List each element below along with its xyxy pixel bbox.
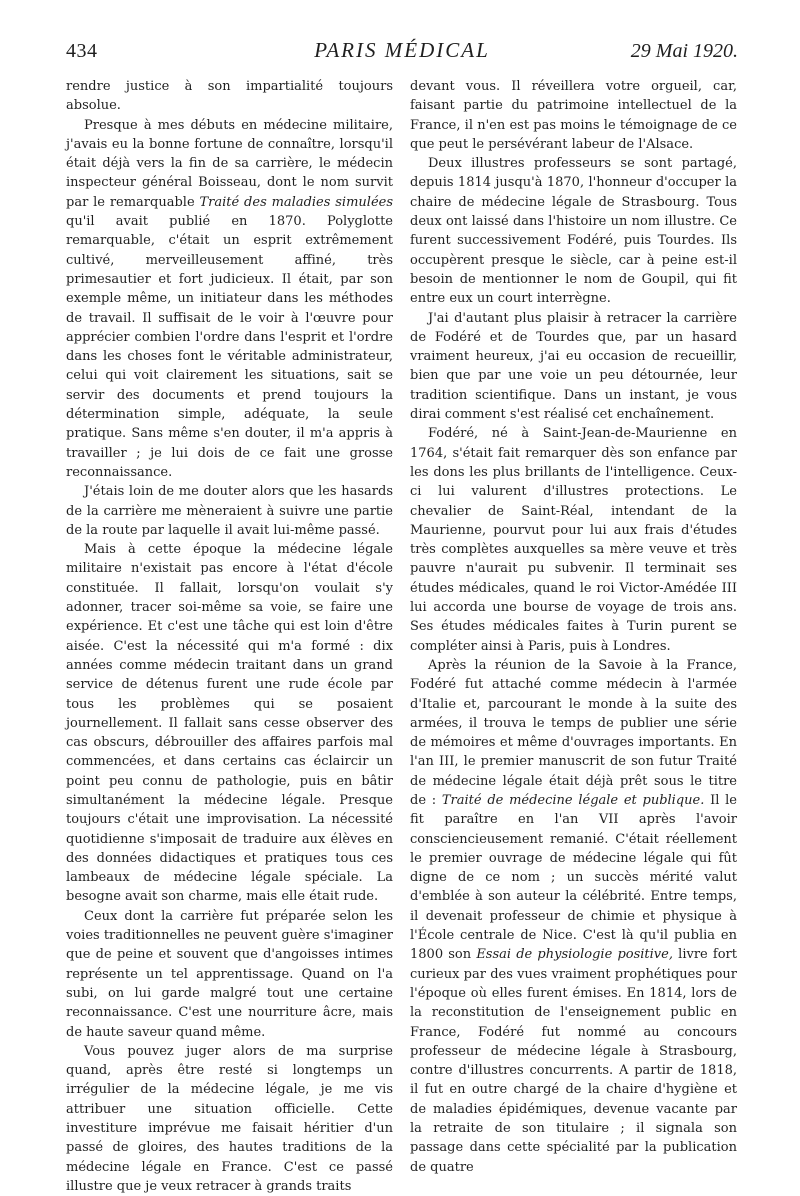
page-number: 434: [66, 40, 98, 62]
paragraph: rendre justice à son impartialité toujours absolue.: [66, 79, 393, 114]
paragraph: devant vous. Il réveillera votre orgueil, car, faisant partie du patrimoine intellectuel de la France, il n'en est pas moins le témoignage de ce que peut le persévérant labeur de l'Alsace.: [410, 79, 737, 152]
book-title: Essai de physiologie positive,: [476, 947, 673, 963]
paragraph: Ceux dont la carrière fut préparée selon les voies traditionnelles ne peuvent guère s'imaginer que de peine et souvent que d'angoisses intimes représente un tel apprentissage. Quand on l'a subi, on lui garde malgré tout une certaine reconnaissance. C'est une nourriture âcre, mais de haute saveur quand même.: [66, 908, 393, 1040]
paragraph: [410, 656, 737, 1177]
journal-title: PARIS MÉDICAL: [314, 38, 490, 62]
text-run: Après la réunion de la Savoie à la France, Fodéré fut attaché comme médecin à l'armée d'Italie et, parcourant le monde à la suite des armées, il trouva le temps de publier une série de mémoires et même d'ouvrages importants. En l'an III, le premier manuscrit de son futur Traité de médecine légale était déjà prêt sous le titre de :: [410, 657, 737, 808]
text-run: Il le fit paraître en l'an VII après l'avoir consciencieusement remanié. C'était réellement le premier ouvrage de médecine légale qui fût digne de ce nom ; un succès mérité valut d'emblée à son auteur la célébrité. Entre temps, il devenait professeur de chimie et physique à l'École centrale de Nice. C'est là qu'il publia en 1800 son: [410, 792, 737, 963]
text-run: qu'il avait publié en 1870. Polyglotte remarquable, c'était un esprit extrêmement cultivé, merveilleusement affiné, très primesautier et fort judicieux. Il était, par son exemple même, un initiateur dans les méthodes de travail. Il suffisait de le voir à l'œuvre pour apprécier combien l'ordre dans l'esprit et l'ordre dans les choses font le véritable administrateur, celui qui voit clairement les situations, sait se servir des documents et prend toujours la détermination simple, adéquate, la seule pratique. Sans même s'en douter, il m'a appris à travailler ; je lui dois de ce fait une grosse reconnaissance.: [66, 214, 393, 480]
left-column: [66, 77, 393, 1196]
text-run: Presque à mes débuts en médecine militaire, j'avais eu la bonne fortune de connaître, lorsqu'il était déjà vers la fin de sa carrière, le médecin inspecteur général Boisseau, dont le nom survit par le remarquable: [66, 117, 393, 210]
paragraph: Deux illustres professeurs se sont partagé, depuis 1814 jusqu'à 1870, l'honneur d'occuper la chaire de médecine légale de Strasbourg. Tous deux ont laissé dans l'histoire un nom illustre. Ce furent successivement Fodéré, puis Tourdes. Ils occupèrent presque le siècle, car à peine est-il besoin de mentionner le nom de Goupil, qui fit entre eux un court interrègne.: [410, 156, 737, 307]
page-header: [66, 38, 738, 66]
paragraph: Vous pouvez juger alors de ma surprise quand, après être resté si longtemps un irrégulier de la médecine légale, je me vis attribuer une situation officielle. Cette investiture imprévue me faisait héritier d'un passé de gloires, des hautes traditions de la médecine légale en France. C'est ce passé illustre que je veux retracer à grands traits: [66, 1043, 393, 1194]
right-column: [410, 77, 737, 1177]
paragraph: J'étais loin de me douter alors que les hasards de la carrière me mèneraient à suivre une partie de la route par laquelle il avait lui-même passé.: [66, 484, 393, 538]
paragraph: J'ai d'autant plus plaisir à retracer la carrière de Fodéré et de Tourdes que, par un hasard vraiment heureux, j'ai eu occasion de recueillir, bien que par une voie un peu détournée, leur tradition scientifique. Dans un instant, je vous dirai comment s'est réalisé cet enchaînement.: [410, 310, 737, 423]
book-title: Traité des maladies simulées: [199, 194, 394, 210]
paragraph: [66, 116, 393, 483]
text-run: livre fort curieux par des vues vraiment prophétiques pour l'époque où elles furent émises. En 1814, lors de la reconstitution de l'enseignement public en France, Fodéré fut nommé au concours professeur de médecine légale à Strasbourg, contre d'illustres concurrents. A partir de 1818, il fut en outre chargé de la chaire d'hygiène et de maladies épidémiques, devenue vacante par la retraite de son titulaire ; il signala son passage dans cette spécialité par la publication de quatre: [410, 947, 737, 1175]
paragraph: Fodéré, né à Saint-Jean-de-Maurienne en 1764, s'était fait remarquer dès son enfance par les dons les plus brillants de l'intelligence. Ceux-ci lui valurent d'illustres protections. Le chevalier de Saint-Réal, intendant de la Maurienne, pourvut pour lui aux frais d'études très complètes auxquelles sa mère veuve et très pauvre n'aurait pu subvenir. Il terminait ses études médicales, quand le roi Victor-Amédée III lui accorda une bourse de voyage de trois ans. Ses études médicales faites à Turin purent se compléter ainsi à Paris, puis à Londres.: [410, 426, 737, 654]
issue-date: 29 Mai 1920.: [630, 40, 738, 62]
book-title: Traité de médecine légale et publique.: [441, 792, 705, 808]
paragraph: Mais à cette époque la médecine légale militaire n'existait pas encore à l'état d'école constituée. Il fallait, lorsqu'on voulait s'y adonner, tracer soi-même sa voie, se faire une expérience. Et c'est une tâche qui est loin d'être aisée. C'est la nécessité qui m'a formé : dix années comme médecin traitant dans un grand service de détenus furent une rude école par tous les problèmes qui se posaient journellement. Il fallait sans cesse observer des cas obscurs, débrouiller des affaires parfois mal commencées, et dans certains cas éclaircir un point peu connu de pathologie, puis en bâtir simultanément la médecine légale. Presque toujours c'était une improvisation. La nécessité quotidienne s'imposait de traduire aux élèves en des données didactiques et pratiques tous ces lambeaux de médecine légale spéciale. La besogne avait son charme, mais elle était rude.: [66, 542, 393, 905]
